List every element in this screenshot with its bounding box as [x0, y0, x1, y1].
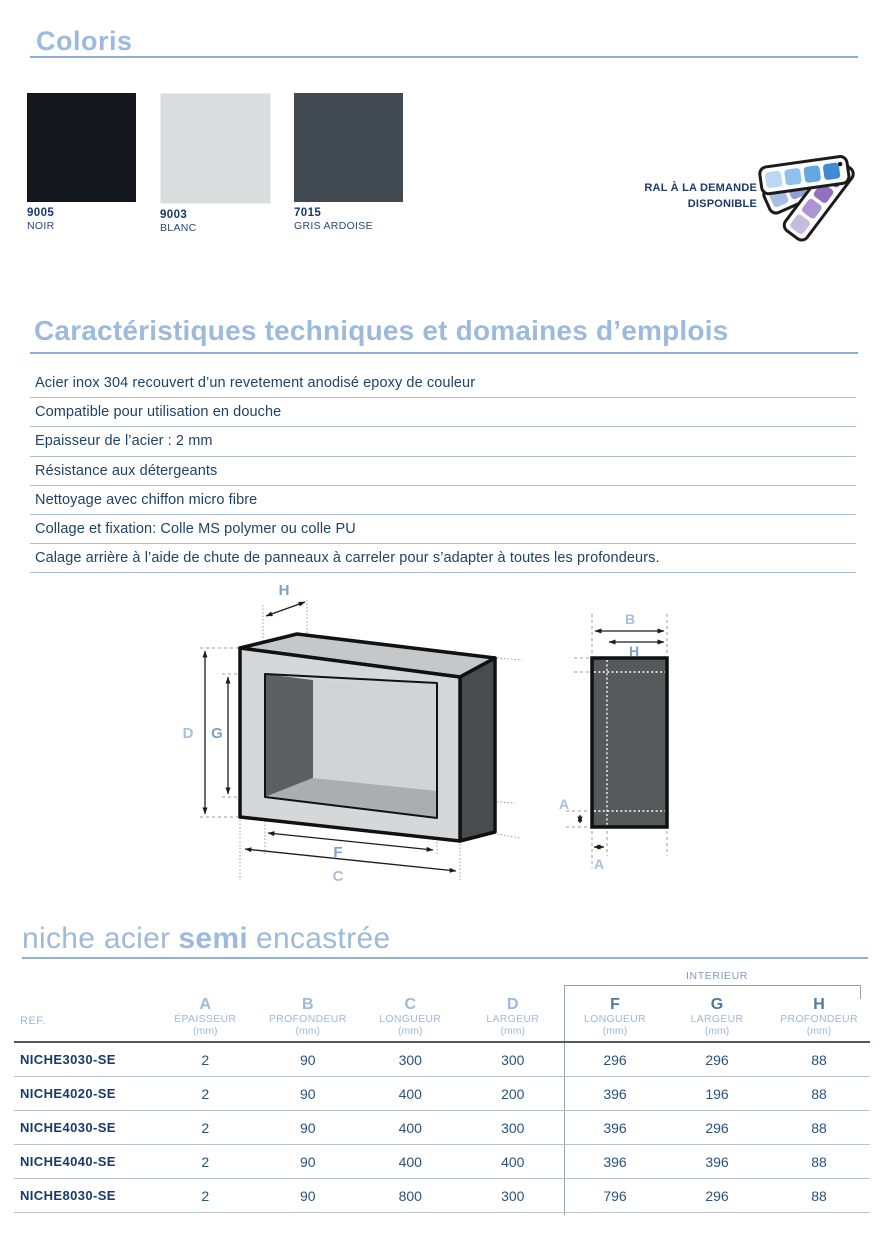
column-header-b: B PROFONDEUR (mm) — [268, 996, 347, 1037]
dim-label-h: H — [278, 582, 290, 599]
ral-note-line1: RAL À LA DEMANDE — [644, 182, 757, 194]
color-fan-icon — [753, 148, 873, 258]
swatch-code: 9003 — [160, 209, 188, 221]
swatch-code: 7015 — [294, 207, 322, 219]
ref-cell: NICHE4030-SE — [20, 1120, 116, 1135]
ref-cell: NICHE4040-SE — [20, 1154, 116, 1169]
column-header-d: D LARGEUR (mm) — [486, 996, 540, 1037]
list-item: Nettoyage avec chiffon micro fibre — [30, 486, 856, 515]
product-title-part2: semi — [178, 922, 248, 955]
table-header-row — [14, 992, 870, 1037]
dim-label-f: F — [333, 844, 343, 861]
ref-cell: NICHE8030-SE — [20, 1188, 116, 1203]
list-item: Résistance aux détergeants — [30, 457, 856, 486]
table-row: NICHE8030-SE 2 90 800 300 796 296 88 — [14, 1179, 870, 1213]
caracteristiques-title: Caractéristiques techniques et domaines d’emplois — [34, 315, 729, 346]
ref-column-header: REF. — [20, 1015, 46, 1027]
product-title-rule — [22, 957, 868, 959]
swatch-code: 9005 — [27, 207, 55, 219]
swatch-name: NOIR — [27, 220, 55, 232]
niche-3d-dimension-diagram — [170, 578, 555, 900]
color-swatch-9005 — [27, 93, 136, 232]
table-row: NICHE4040-SE 2 90 400 400 396 396 88 — [14, 1145, 870, 1179]
product-title-part3: encastrée — [255, 922, 391, 955]
coloris-title: Coloris — [36, 26, 133, 56]
niche-side-dimension-diagram — [548, 588, 808, 888]
table-row: NICHE4030-SE 2 90 400 300 396 296 88 — [14, 1111, 870, 1145]
product-title-part1: niche acier — [22, 922, 171, 955]
dim-label-a-bottom: A — [593, 856, 605, 872]
column-header-h: H PROFONDEUR (mm) — [780, 996, 858, 1037]
ref-cell: NICHE4020-SE — [20, 1086, 116, 1101]
characteristics-list — [30, 369, 856, 573]
dim-label-g: G — [211, 725, 223, 742]
dim-label-a-left: A — [558, 796, 570, 812]
column-header-c: C LONGUEUR (mm) — [379, 996, 442, 1037]
swatch-name: BLANC — [160, 222, 197, 234]
list-item: Calage arrière à l’aide de chute de panneaux à carreler pour s’adapter à toutes les profondeurs. — [30, 544, 856, 573]
dim-label-b: B — [624, 611, 636, 627]
list-item: Collage et fixation: Colle MS polymer ou colle PU — [30, 515, 856, 544]
spec-table — [14, 970, 870, 1222]
dim-label-h-side: H — [628, 643, 640, 659]
swatch-chip — [27, 93, 136, 202]
table-row: NICHE4020-SE 2 90 400 200 396 196 88 — [14, 1077, 870, 1111]
swatch-chip — [294, 93, 403, 202]
color-swatch-7015 — [294, 93, 403, 232]
ral-note-line2: DISPONIBLE — [687, 198, 757, 210]
list-item: Epaisseur de l’acier : 2 mm — [30, 427, 856, 456]
product-title — [22, 922, 390, 956]
coloris-rule — [30, 56, 858, 58]
dim-label-d: D — [182, 725, 194, 742]
interieur-bracket-line — [564, 985, 861, 986]
table-group-header-interieur: INTERIEUR — [686, 970, 748, 982]
column-header-f: F LONGUEUR (mm) — [584, 996, 646, 1037]
list-item: Compatible pour utilisation en douche — [30, 398, 856, 427]
color-swatch-9003 — [160, 93, 269, 234]
swatch-chip — [160, 93, 271, 204]
table-row: NICHE3030-SE 2 90 300 300 296 296 88 — [14, 1043, 870, 1077]
column-header-a: A ÉPAISSEUR (mm) — [174, 996, 237, 1037]
dim-label-c: C — [332, 868, 344, 885]
caracteristiques-rule — [30, 352, 858, 354]
column-header-g: G LARGEUR (mm) — [690, 996, 744, 1037]
swatch-name: GRIS ARDOISE — [294, 220, 373, 232]
ref-cell: NICHE3030-SE — [20, 1052, 116, 1067]
list-item: Acier inox 304 recouvert d’un revetement anodisé epoxy de couleur — [30, 369, 856, 398]
ral-note — [644, 180, 757, 212]
table-body — [14, 1043, 870, 1213]
